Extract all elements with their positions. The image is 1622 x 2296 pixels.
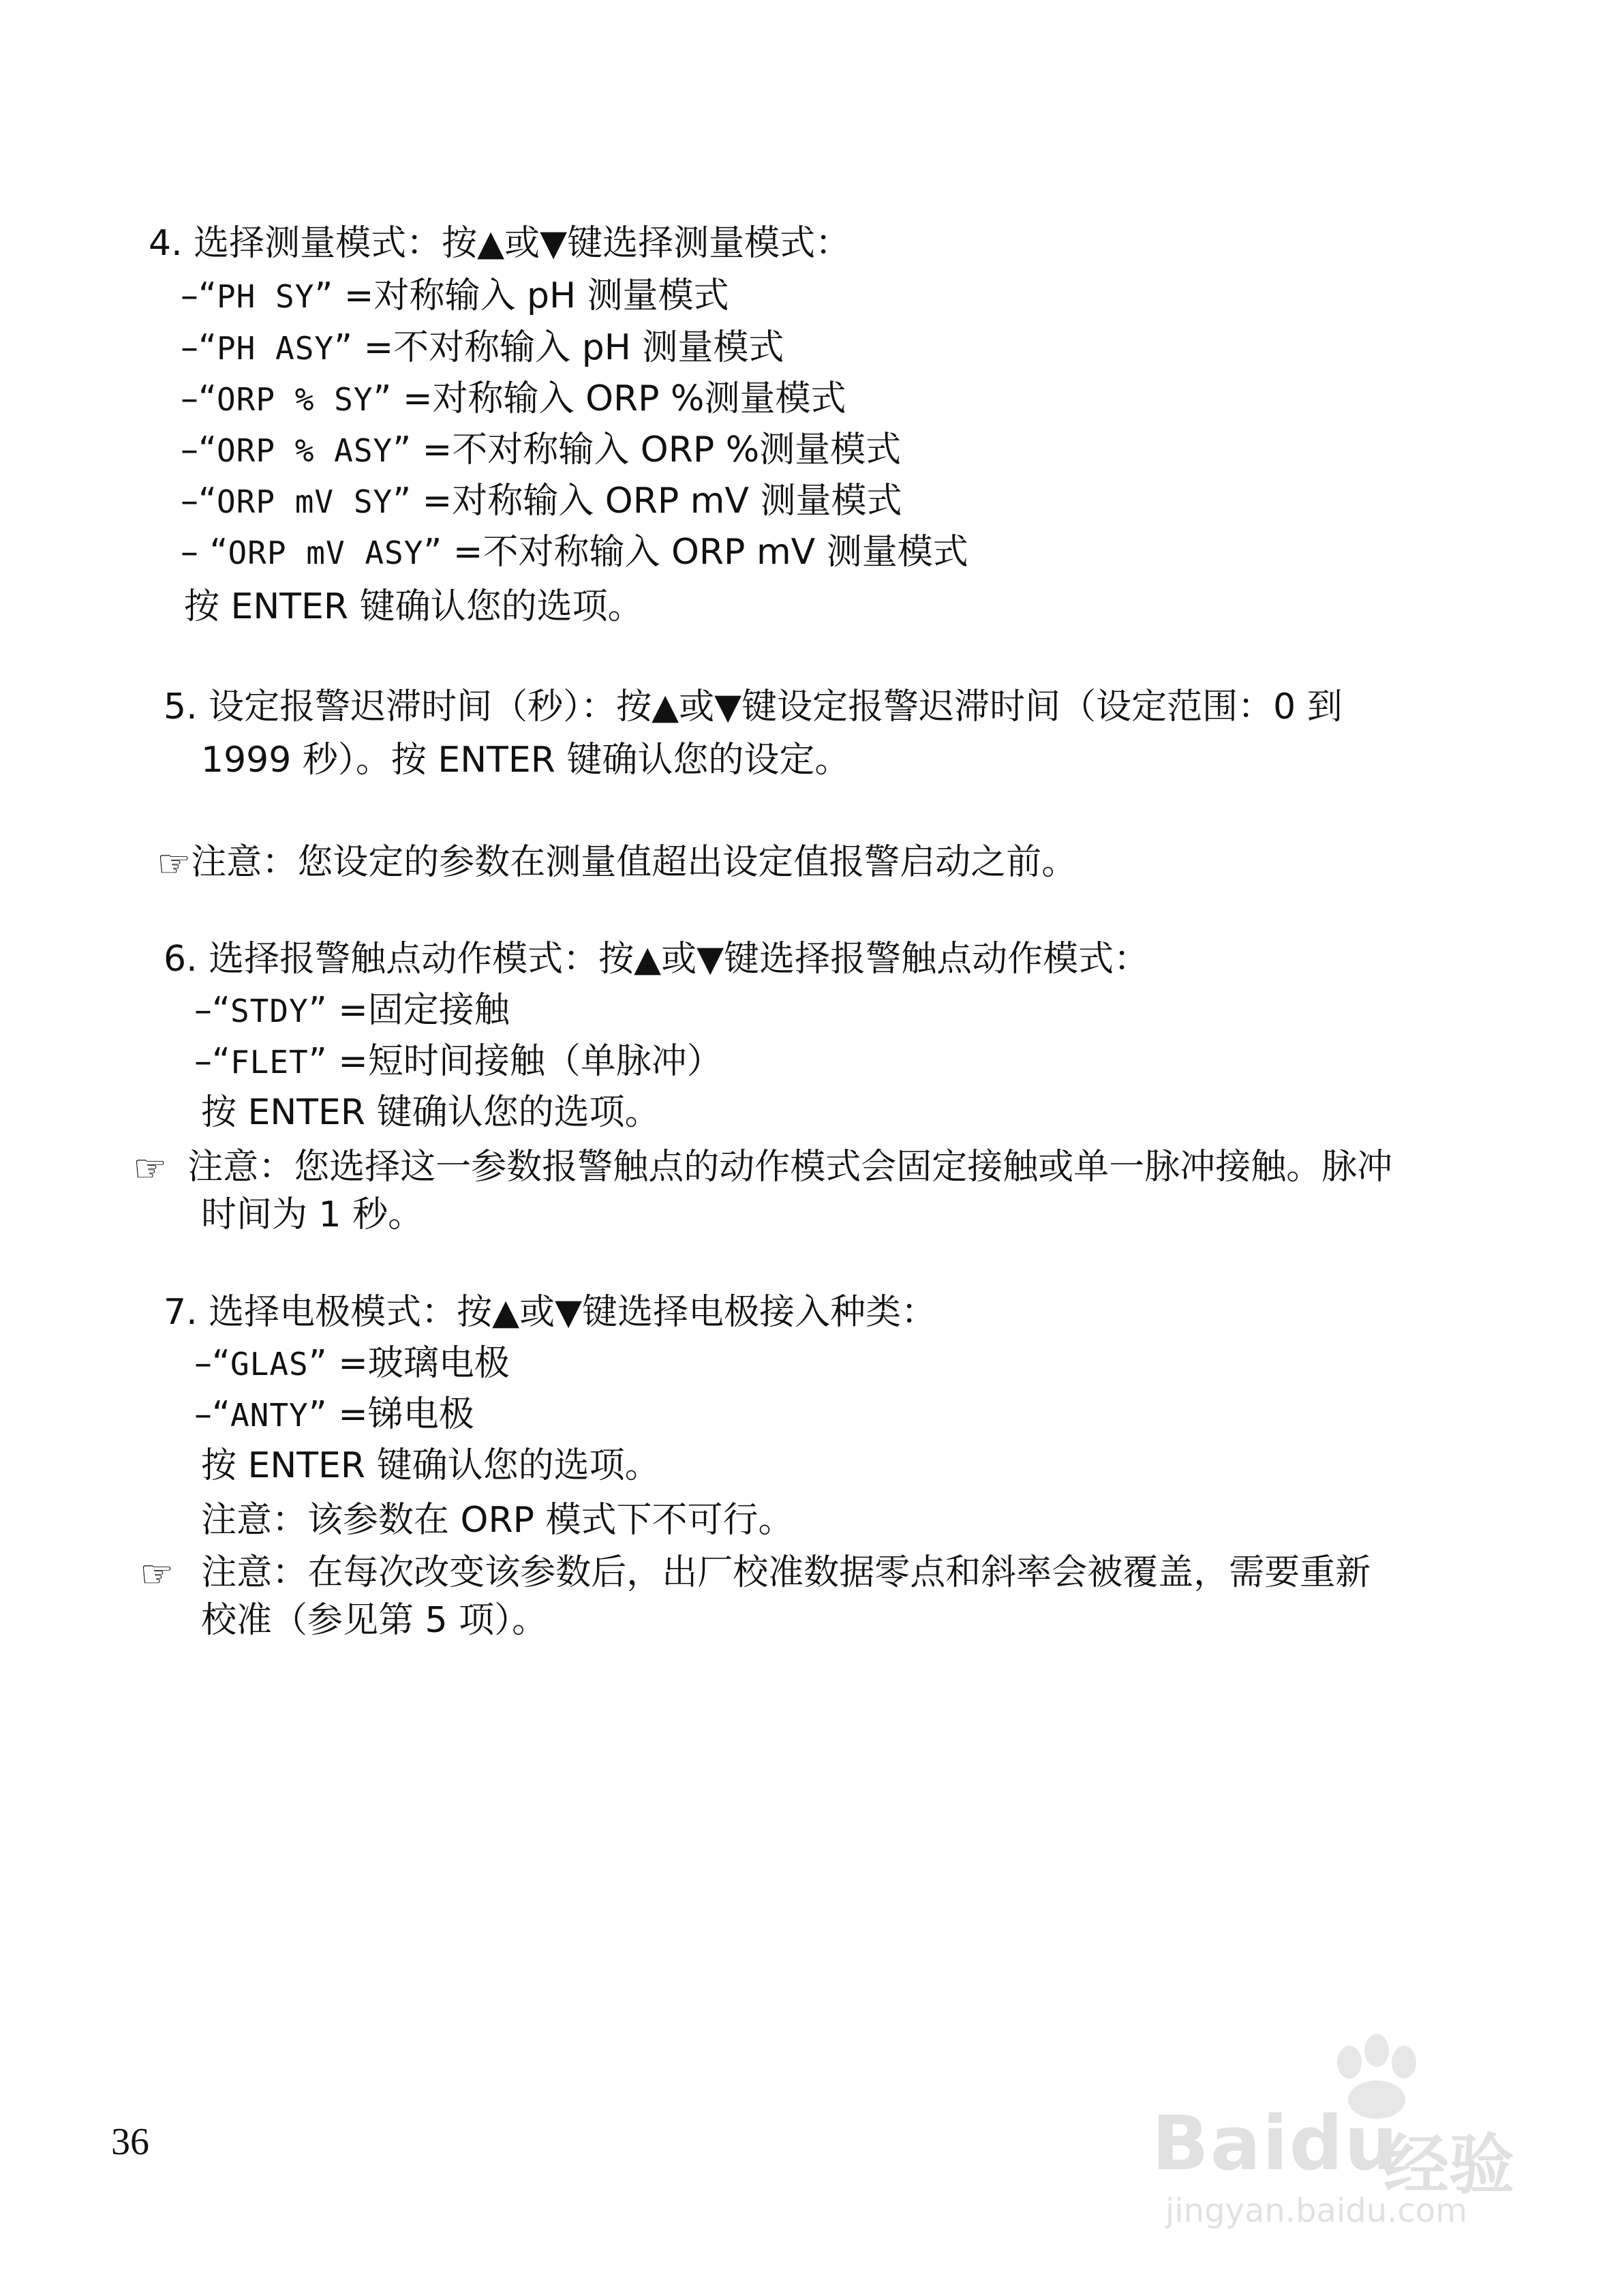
mode-code: FLET	[230, 1044, 309, 1081]
step7-option-anty: –“ANTY” =锑电极	[194, 1394, 474, 1435]
watermark-brand: Baidu	[1152, 2100, 1399, 2187]
pointing-hand-icon: ☞	[140, 1552, 174, 1597]
step4-option-orp-pct-sy: –“ORP % SY” =对称输入 ORP %测量模式	[181, 378, 846, 419]
step4-option-orp-pct-asy: –“ORP % ASY” =不对称输入 ORP %测量模式	[181, 429, 902, 470]
step6-confirm: 按 ENTER 键确认您的选项。	[201, 1092, 660, 1133]
mode-code: PH ASY	[216, 330, 335, 367]
watermark-cn: 经验	[1383, 2127, 1514, 2203]
step7-confirm: 按 ENTER 键确认您的选项。	[201, 1445, 660, 1486]
step5-line-2: 1999 秒）。按 ENTER 键确认您的设定。	[201, 740, 851, 781]
step7-note-plain: 注意：该参数在 ORP 模式下不可行。	[201, 1500, 794, 1541]
step7-heading: 7. 选择电极模式：按▲或▼键选择电极接入种类：	[164, 1292, 937, 1333]
step4-confirm: 按 ENTER 键确认您的选项。	[184, 586, 643, 627]
step6-heading: 6. 选择报警触点动作模式：按▲或▼键选择报警触点动作模式：	[164, 939, 1150, 980]
mode-code: ORP mV SY	[216, 483, 393, 520]
page-number: 36	[111, 2121, 149, 2163]
step4-option-orp-mv-sy: –“ORP mV SY” =对称输入 ORP mV 测量模式	[181, 481, 902, 522]
step6-note-line-2: 时间为 1 秒。	[201, 1194, 424, 1235]
step4-option-ph-sy: –“PH SY” =对称输入 pH 测量模式	[181, 275, 729, 316]
step7-option-glas: –“GLAS” =玻璃电极	[194, 1343, 510, 1384]
step4-option-orp-mv-asy: – “ORP mV ASY” =不对称输入 ORP mV 测量模式	[181, 532, 968, 573]
step6-option-flet: –“FLET” =短时间接触（单脉冲）	[194, 1041, 722, 1082]
step7-note-line-1: ☞ 注意：在每次改变该参数后，出厂校准数据零点和斜率会被覆盖，需要重新	[140, 1552, 1371, 1597]
step4-option-ph-asy: –“PH ASY” =不对称输入 pH 测量模式	[181, 327, 784, 368]
mode-code: ORP % SY	[216, 381, 373, 418]
mode-code: ORP mV ASY	[228, 534, 424, 571]
step6-option-stdy: –“STDY” =固定接触	[194, 990, 510, 1031]
mode-code: ANTY	[230, 1397, 309, 1434]
step5-note: ☞注意：您设定的参数在测量值超出设定值报警启动之前。	[157, 842, 1077, 886]
mode-code: STDY	[230, 993, 309, 1029]
mode-code: GLAS	[230, 1346, 309, 1383]
step6-note-line-1: ☞ 注意：您选择这一参数报警触点的动作模式会固定接触或单一脉冲接触。脉冲	[133, 1147, 1393, 1191]
baidu-jingyan-watermark	[1152, 2031, 1547, 2236]
mode-code: PH SY	[216, 278, 315, 315]
mode-code: ORP % ASY	[216, 432, 393, 469]
watermark-url: jingyan.baidu.com	[1165, 2192, 1467, 2230]
step7-note-line-2: 校准（参见第 5 项）。	[201, 1600, 548, 1641]
step5-line-1: 5. 设定报警迟滞时间（秒）：按▲或▼键设定报警迟滞时间（设定范围：0 到	[164, 686, 1343, 727]
step4-heading: 4. 选择测量模式：按▲或▼键选择测量模式：	[149, 223, 851, 264]
pointing-hand-icon: ☞	[157, 842, 192, 886]
pointing-hand-icon: ☞	[133, 1147, 168, 1191]
